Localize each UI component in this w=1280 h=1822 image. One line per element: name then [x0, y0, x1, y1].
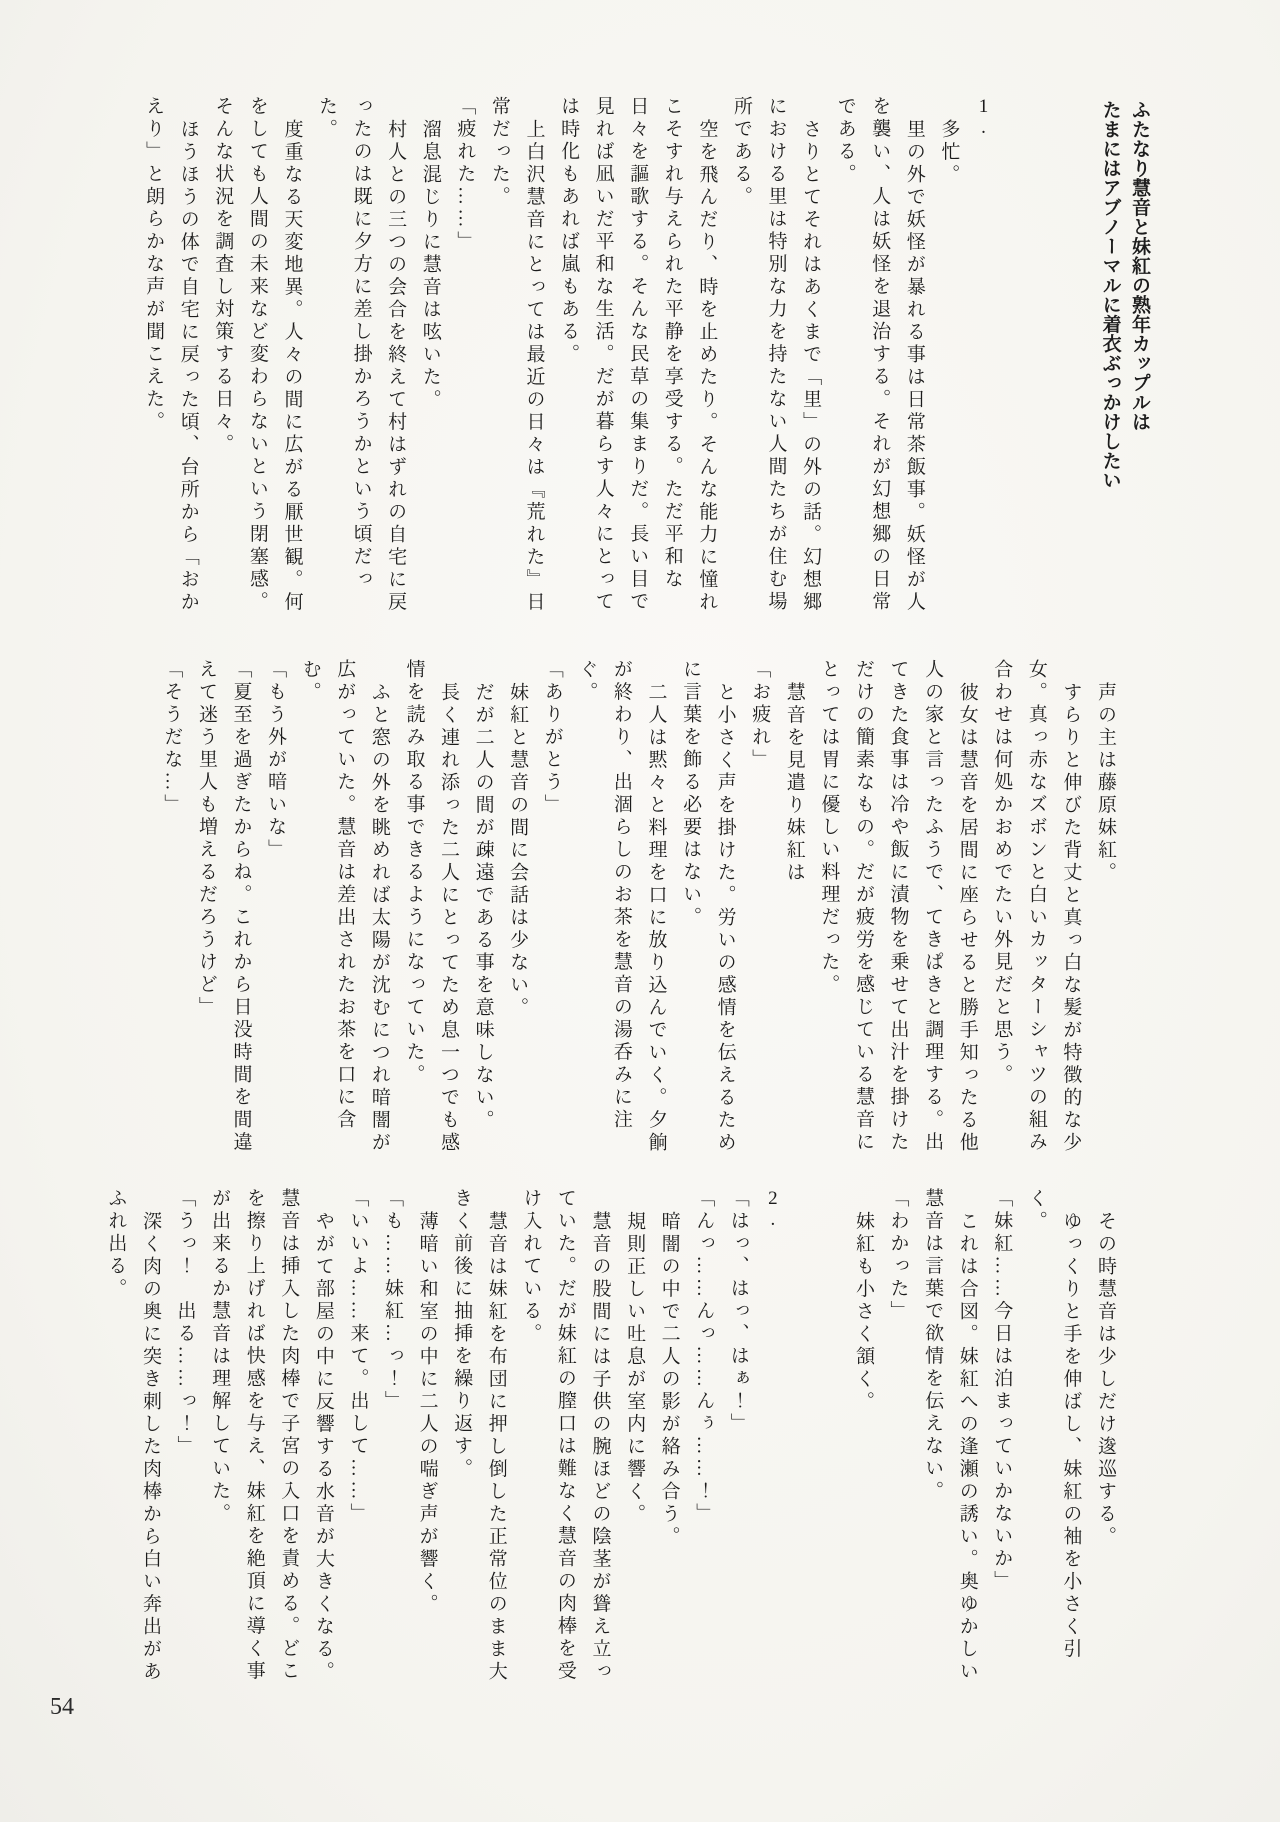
- paragraph: だが二人の間が疎遠である事を意味しない。: [472, 682, 494, 1132]
- paragraph: 規則正しい吐息が室内に響く。: [624, 1211, 646, 1526]
- dialogue-line: 「妹紅……今日は泊まっていかないか」: [991, 1188, 1013, 1593]
- paragraph: 薄暗い和室の中に二人の喘ぎ声が響く。: [416, 1211, 438, 1616]
- section-number: 2.: [762, 1188, 784, 1230]
- paragraph: これは合図。妹紅への逢瀬の誘い。奥ゆかしい慧音は言葉で欲情を伝えない。: [922, 1188, 978, 1684]
- paragraph: ゆっくりと手を伸ばし、妹紅の袖を小さく引く。: [1025, 1188, 1082, 1661]
- paragraph: さりとてそれはあくまで「里」の外の話。幻想郷における里は特別な力を持たない人間たちが住む場所である。: [730, 96, 822, 614]
- dialogue-line: 「も……妹紅…っ！」: [382, 1188, 404, 1413]
- paragraph: 妹紅も小さく頷く。: [852, 1211, 874, 1414]
- dialogue-line: 「もう外が暗いな」: [265, 659, 287, 862]
- text-band-top: [136, 96, 1000, 620]
- paragraph: その時慧音は少しだけ逡巡する。: [1095, 1211, 1116, 1549]
- dialogue-line: 「疲れた……」: [454, 96, 476, 254]
- dialogue-line: 「お疲れ」: [749, 659, 771, 772]
- paragraph: 慧音を見遣り妹紅は: [783, 682, 805, 885]
- paragraph: 空を飛んだり、時を止めたり。そんな能力に憧れこそすれ与えられた平静を享受する。ただ平和な日々を謳歌する。そんな民草の集まりだ。長い目で見れば凪いだ平和な生活。だが暮らす人々にとっては時化もあれば嵐もある。: [558, 96, 718, 614]
- paragraph: すらりと伸びた背丈と真っ白な髪が特徴的な少女。真っ赤なズボンと白いカッターシャツの組み合わせは何処かおめでたい外見だと思う。: [991, 659, 1082, 1155]
- paragraph: 二人は黙々と料理を口に放り込んでいく。夕餉が終わり、出涸らしのお茶を慧音の湯呑みに注ぐ。: [576, 659, 667, 1155]
- section-number: 1.: [973, 96, 994, 138]
- page-number: 54: [50, 1694, 74, 1720]
- story-title-line-2: たまにはアブノーマルに着衣ぶっかけしたい: [1099, 100, 1121, 490]
- paragraph: 慧音の股間には子供の腕ほどの陰茎が聳え立っていた。だが妹紅の膣口は難なく慧音の肉棒を受け入れている。: [520, 1188, 611, 1684]
- paragraph: 暗闇の中で二人の影が絡み合う。: [658, 1211, 680, 1549]
- paragraph: やがて部屋の中に反響する水音が大きくなる。慧音は挿入した肉棒で子宮の入口を責める。どこを擦り上げれば快感を与え、妹紅を絶頂に導く事が出来るか慧音は理解していた。: [209, 1188, 334, 1684]
- paragraph: 深く肉の奥に突き刺した肉棒から白い奔出があふれ出る。: [105, 1188, 161, 1684]
- paragraph: 彼女は慧音を居間に座らせると勝手知ったる他人の家と言ったふうで、てきぱきと調理する。出てきた食事は冷や飯に漬物を乗せて出汁を掛けただけの簡素なもの。だが疲労を感じている慧音にとっては胃に優しい料理だった。: [818, 659, 978, 1155]
- paragraph: 里の外で妖怪が暴れる事は日常茶飯事。妖怪が人を襲い、人は妖怪を退治する。それが幻想郷の日常である。: [834, 96, 925, 614]
- dialogue-line: 「んっ……んっ……んぅ……！」: [693, 1188, 715, 1526]
- paragraph: 慧音は妹紅を布団に押し倒した正常位のまま大きく前後に抽挿を繰り返す。: [451, 1188, 507, 1684]
- paragraph: ほうほうの体で自宅に戻った頃、台所から「おかえり」と朗らかな声が聞こえた。: [143, 96, 199, 614]
- dialogue-line: 「夏至を過ぎたからね。これから日没時間を間違えて迷う里人も増えるだろうけど」: [195, 659, 252, 1154]
- dialogue-line: 「うっ！ 出る……っ！」: [174, 1188, 196, 1458]
- paragraph: 長く連れ添った二人にとってため息一つでも感情を読み取る事できるようになっていた。: [403, 659, 460, 1155]
- dialogue-line: 「ありがとう」: [541, 659, 563, 817]
- paragraph: 妹紅と慧音の間に会話は少ない。: [507, 682, 529, 1020]
- paragraph: 溜息混じりに慧音は呟いた。: [419, 119, 441, 412]
- paragraph: と小さく声を掛けた。労いの感情を伝えるために言葉を飾る必要はない。: [680, 659, 736, 1155]
- dialogue-line: 「はっ、はっ、はぁ！」: [727, 1188, 749, 1436]
- text-band-bottom: [98, 1188, 1122, 1684]
- paragraph: 多忙。: [938, 119, 960, 187]
- dialogue-line: 「そうだな…」: [161, 659, 183, 817]
- paragraph: 村人との三つの会合を終えて村はずれの自宅に戻ったのは既に夕方に差し掛かろうかという頃だった。: [316, 96, 407, 614]
- dialogue-line: 「わかった」: [887, 1188, 909, 1323]
- dialogue-line: 「いいよ……来て。出して……」: [347, 1188, 369, 1526]
- story-title: [1095, 100, 1154, 490]
- paragraph: ふと窓の外を眺めれば太陽が沈むにつれ暗闇が広がっていた。慧音は差出されたお茶を口に含む。: [299, 659, 390, 1155]
- paragraph: 上白沢慧音にとっては最近の日々は『荒れた』日常だった。: [488, 96, 545, 614]
- story-title-line-1: ふたなり慧音と妹紅の熟年カップルは: [1129, 100, 1150, 432]
- paragraph: 声の主は藤原妹紅。: [1095, 682, 1116, 885]
- paragraph: 度重なる天変地異。人々の間に広がる厭世観。何をしても人間の未来など変わらないという閉塞感。そんな状況を調査し対策する日々。: [212, 96, 303, 614]
- text-band-middle: [154, 659, 1122, 1157]
